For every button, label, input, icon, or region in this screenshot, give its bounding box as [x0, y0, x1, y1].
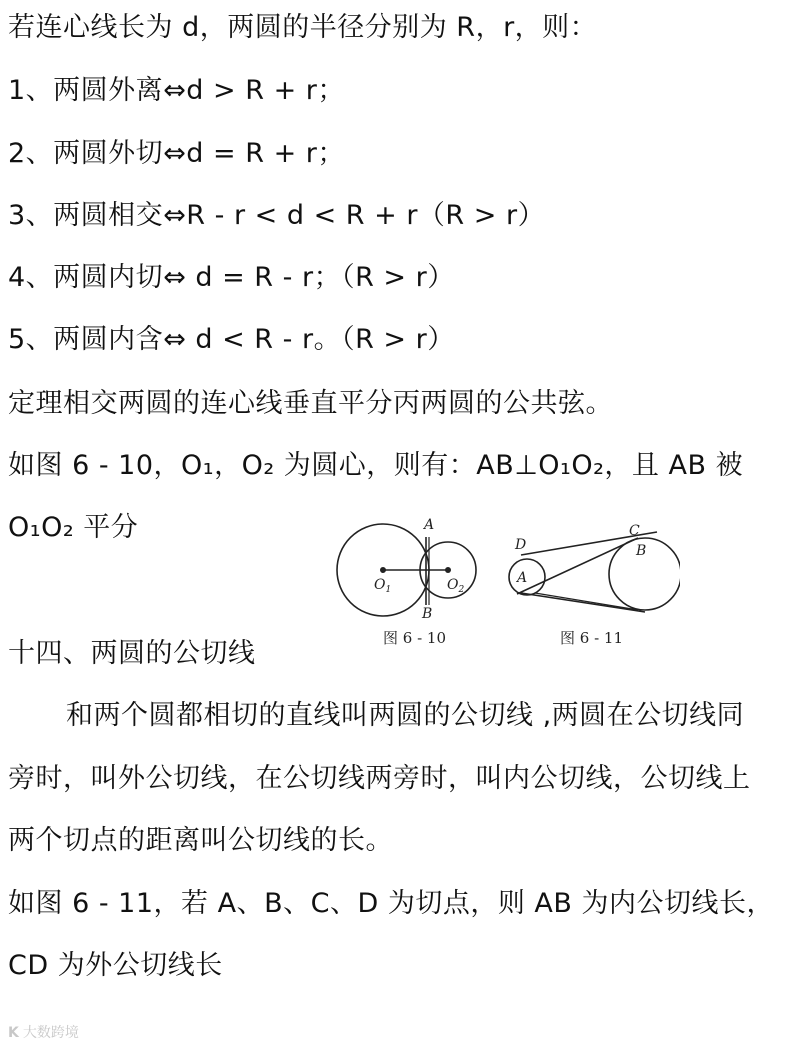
text-line: 若连心线长为 d，两圆的半径分别为 R，r，则： — [8, 12, 598, 43]
figure-6-10-caption: 图 6 - 10 — [383, 629, 447, 647]
watermark-logo-icon: K — [8, 1025, 19, 1041]
text-line: O₁O₂ 平分 — [8, 512, 139, 543]
figure-6-11-caption: 图 6 - 11 — [560, 629, 624, 647]
center-o2 — [445, 567, 451, 573]
figure-6-10-diagram — [330, 515, 510, 620]
external-tangent-bottom — [521, 593, 645, 612]
text-line: 2、两圆外切⇔d = R + r； — [8, 138, 345, 169]
text-line: 两个切点的距离叫公切线的长。 — [8, 825, 393, 856]
text-line: 如图 6 - 10，O₁，O₂ 为圆心，则有：AB⊥O₁O₂，且 AB 被 — [8, 450, 744, 481]
text-line: 旁时，叫外公切线，在公切线两旁时，叫内公切线，公切线上 — [8, 763, 751, 794]
center-o1 — [380, 567, 386, 573]
text-line: CD 为外公切线长 — [8, 950, 223, 981]
text-line: 定理相交两圆的连心线垂直平分丙两圆的公共弦。 — [8, 388, 613, 419]
text-line: 和两个圆都相切的直线叫两圆的公切线 ,两圆在公切线同 — [66, 700, 745, 731]
label-o2: $O_2$ — [447, 577, 465, 595]
text-line: 5、两圆内含⇔ d < R - r。（R > r） — [8, 324, 455, 355]
label-o1: $O_1$ — [374, 577, 392, 595]
watermark — [8, 1022, 79, 1042]
label-c: C — [629, 523, 640, 539]
text-line: 3、两圆相交⇔R - r < d < R + r（R > r） — [8, 200, 546, 231]
internal-tangent-1 — [517, 538, 638, 594]
label-b: B — [636, 543, 647, 559]
label-a: A — [424, 517, 435, 533]
label-a: A — [517, 570, 528, 586]
text-line: 1、两圆外离⇔d > R + r； — [8, 75, 345, 106]
text-line: 如图 6 - 11，若 A、B、C、D 为切点，则 AB 为内公切线长， — [8, 888, 774, 919]
figure-6-11-diagram — [505, 520, 680, 620]
label-d: D — [515, 537, 527, 553]
text-line: 4、两圆内切⇔ d = R - r；（R > r） — [8, 262, 455, 293]
watermark-text: 大数跨境 — [22, 1025, 79, 1041]
label-b: B — [422, 606, 433, 620]
section-heading: 十四、两圆的公切线 — [8, 638, 256, 669]
